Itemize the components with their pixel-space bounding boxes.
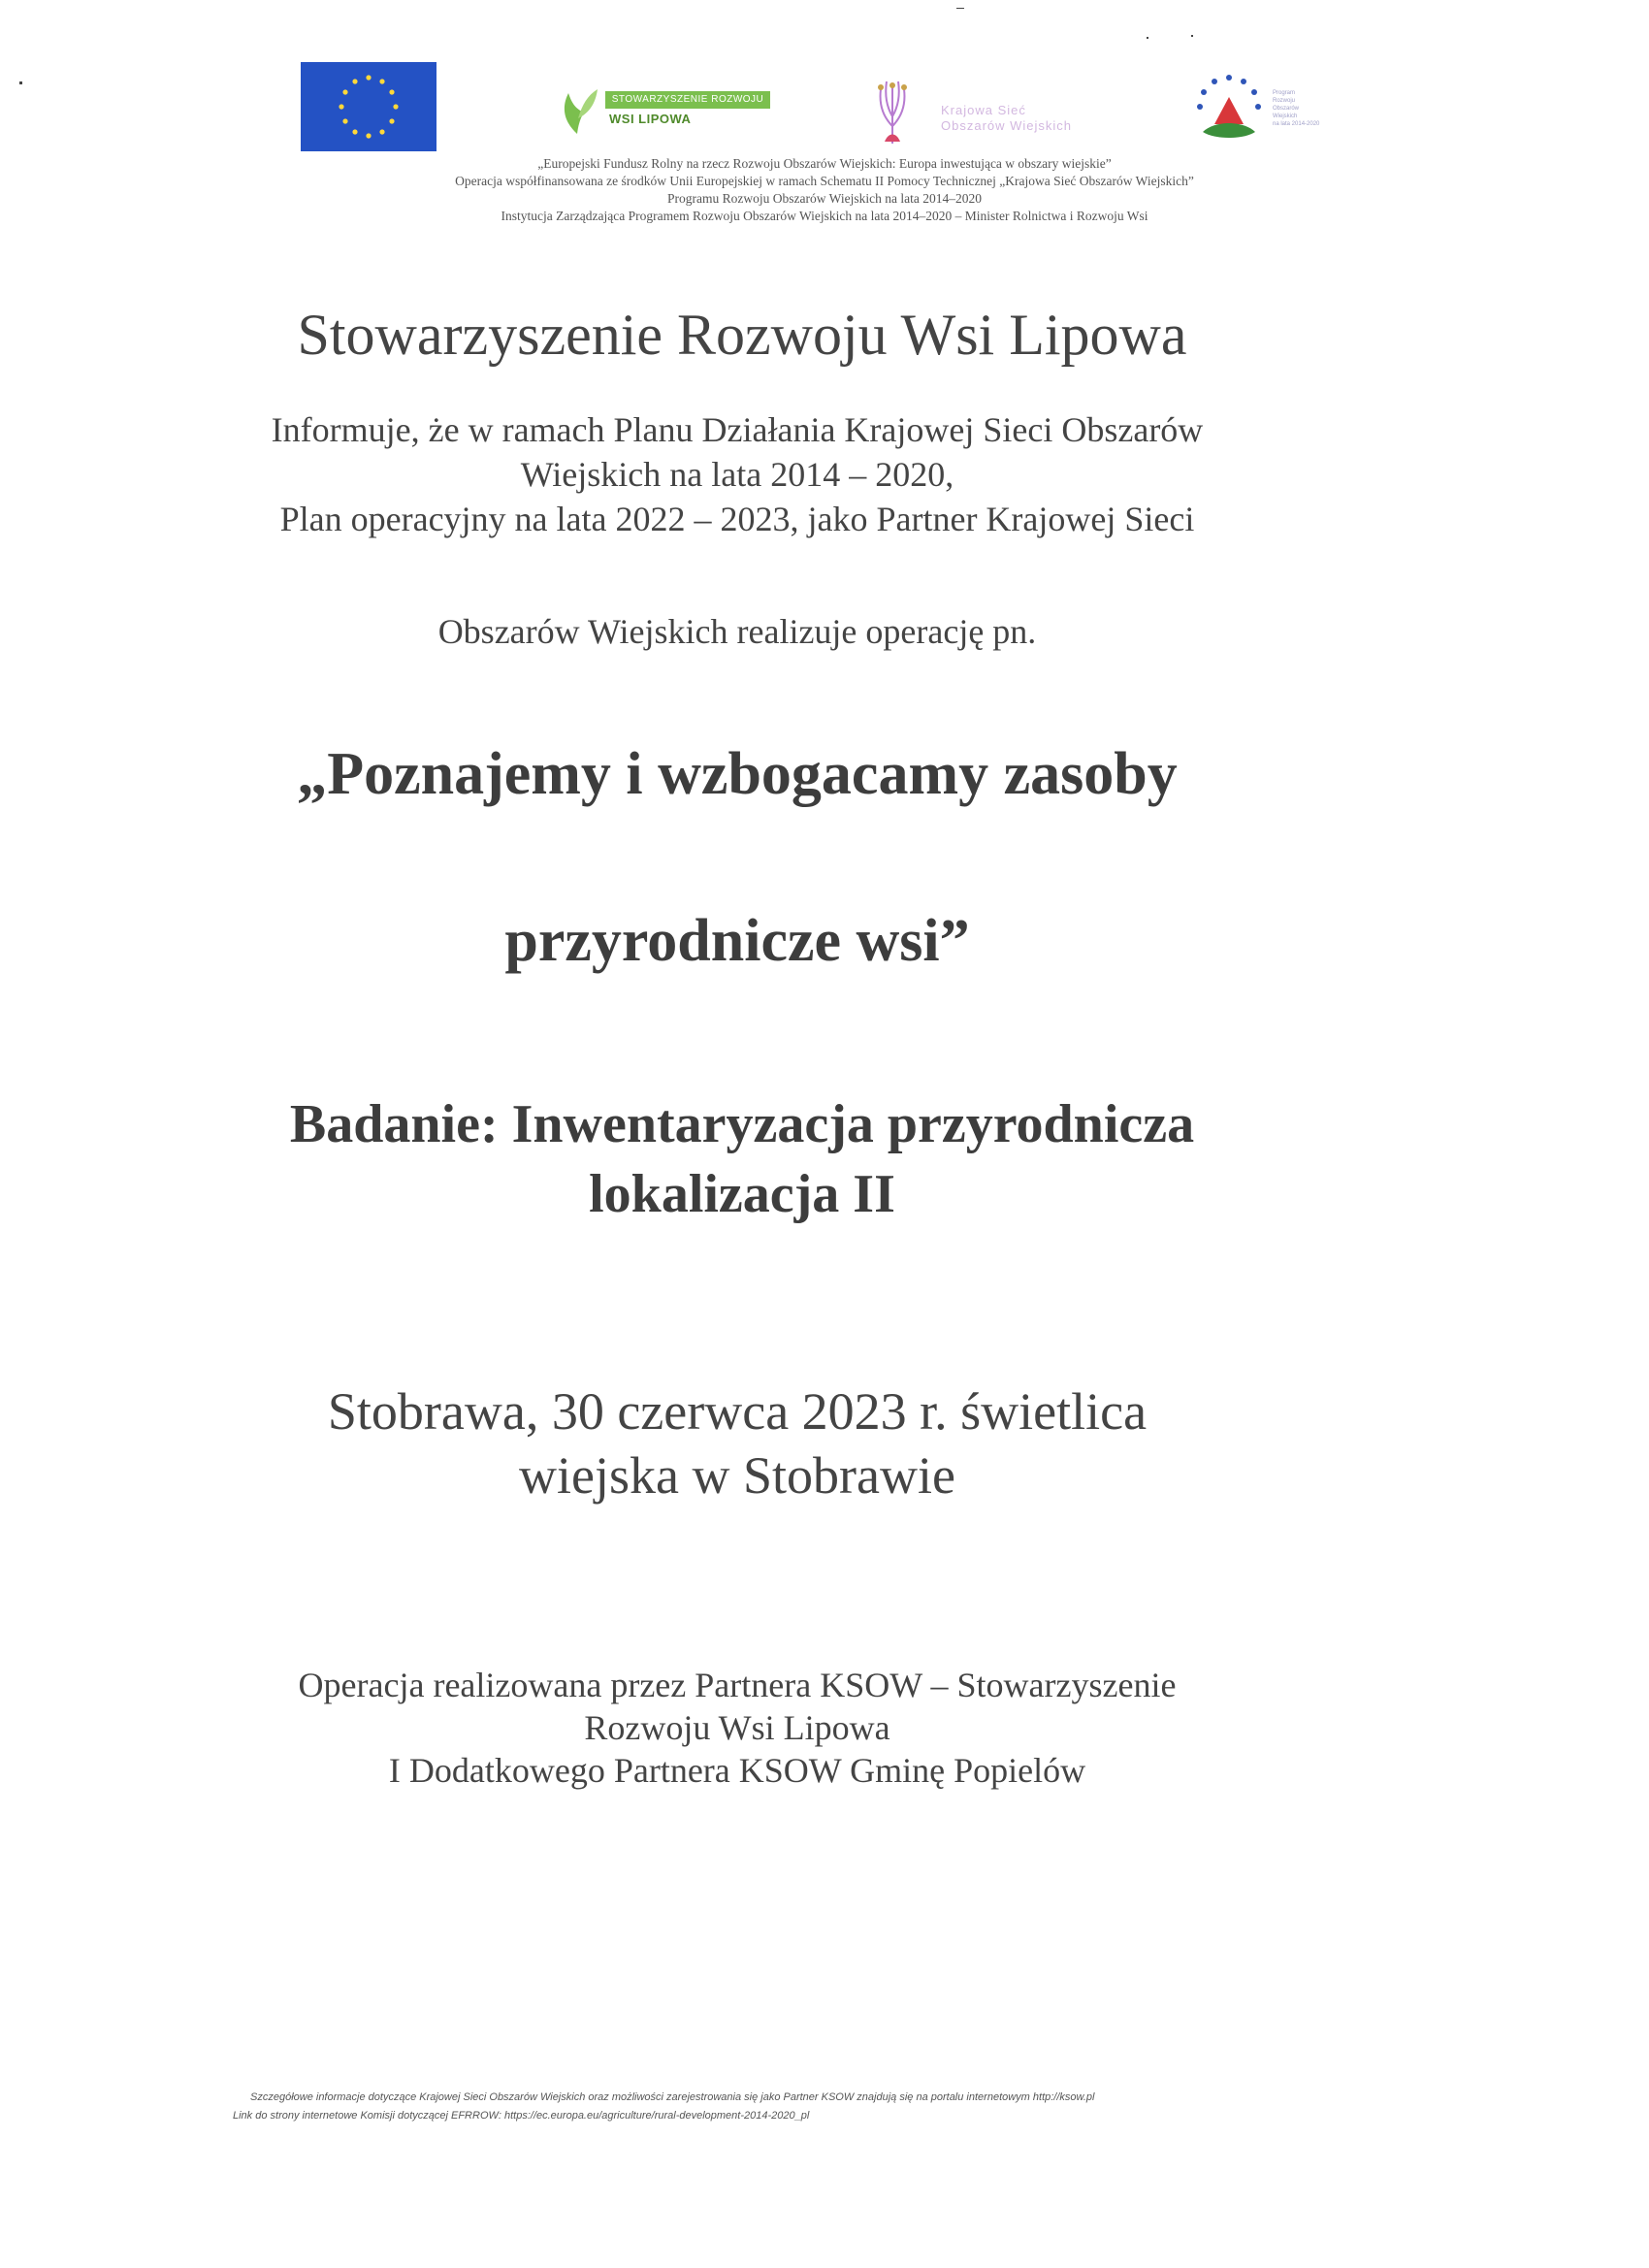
- ksow-logo-line: Obszarów Wiejskich: [941, 118, 1073, 133]
- operation-line: Operacja realizowana przez Partnera KSOW – Stowarzyszenie: [298, 1666, 1177, 1704]
- operation-partners: [0, 1664, 1474, 1792]
- operation-line: Rozwoju Wsi Lipowa: [584, 1708, 890, 1747]
- scan-speck: [1147, 37, 1148, 39]
- prow-logo-line: na lata 2014-2020: [1273, 121, 1320, 127]
- funding-note: [242, 155, 1406, 225]
- place-date: [0, 1379, 1474, 1507]
- logo-bar: [0, 58, 1649, 165]
- footer-line-ksow: Szczegółowe informacje dotyczące Krajowej Sieci Obszarów Wiejskich oraz możliwości zarejestrowania się jako Partner KSOW znajdują się na portalu internetowym http://ksow.pl: [250, 2091, 1095, 2103]
- scan-speck: [956, 8, 964, 9]
- place-line: Stobrawa, 30 czerwca 2023 r. świetlica: [327, 1382, 1148, 1441]
- operation-line: I Dodatkowego Partnera KSOW Gminę Popielów: [388, 1751, 1086, 1790]
- srw-lipowa-logo: [555, 80, 773, 138]
- intro-last-line: Obszarów Wiejskich realizuje operację pn.: [437, 612, 1037, 651]
- place-line: wiejska w Stobrawie: [519, 1446, 955, 1505]
- study-line: lokalizacja II: [589, 1164, 895, 1224]
- funding-line: Programu Rozwoju Obszarów Wiejskich na lata 2014–2020: [667, 191, 982, 206]
- prow-logo-text: [1273, 89, 1319, 128]
- organization-heading: Stowarzyszenie Rozwoju Wsi Lipowa: [297, 303, 1187, 367]
- intro-line: Wiejskich na lata 2014 – 2020,: [520, 455, 954, 494]
- footer-line-efrrow: Link do strony internetowe Komisji dotyczącej EFRROW: https://ec.europa.eu/agriculture/rural-development-2014-2020_pl: [233, 2110, 810, 2122]
- intro-line: Plan operacyjny na lata 2022 – 2023, jako Partner Krajowej Sieci: [279, 500, 1195, 538]
- intro-line: Informuje, że w ramach Planu Działania Krajowej Sieci Obszarów: [271, 410, 1204, 449]
- prow-logo-line: Obszarów: [1273, 106, 1300, 112]
- prow-logo-line: Wiejskich: [1273, 113, 1298, 119]
- prow-logo: [1185, 64, 1331, 151]
- ksow-logo-text: [941, 103, 1072, 134]
- operation-title-line-1: „Poznajemy i wzbogacamy zasoby: [297, 741, 1178, 807]
- srw-logo-subtitle: WSI LIPOWA: [609, 112, 692, 126]
- funding-line: Operacja współfinansowana ze środków Unii Europejskiej w ramach Schematu II Pomocy Technicznej „Krajowa Sieć Obszarów Wiejskich”: [455, 174, 1194, 188]
- eu-stars-icon: [301, 62, 436, 151]
- ksow-logo: [863, 68, 1116, 146]
- eu-flag-logo: [301, 62, 436, 151]
- study-heading: [0, 1089, 1484, 1229]
- operation-title-line-2: przyrodnicze wsi”: [504, 908, 970, 974]
- prow-logo-line: Program: [1273, 90, 1296, 96]
- funding-line: „Europejski Fundusz Rolny na rzecz Rozwoju Obszarów Wiejskich: Europa inwestująca w obszary wiejskie”: [537, 156, 1112, 171]
- funding-line: Instytucja Zarządzająca Programem Rozwoju Obszarów Wiejskich na lata 2014–2020 – Minister Rolnictwa i Rozwoju Wsi: [501, 209, 1148, 223]
- prow-emblem-icon: [1185, 64, 1273, 151]
- intro-paragraph: [0, 407, 1474, 541]
- srw-logo-banner: STOWARZYSZENIE ROZWOJU: [605, 91, 770, 109]
- study-line: Badanie: Inwentaryzacja przyrodnicza: [289, 1094, 1195, 1154]
- footer-note: [233, 2089, 1397, 2125]
- prow-logo-line: Rozwoju: [1273, 98, 1296, 104]
- wheat-icon: [863, 68, 922, 146]
- leaf-icon: [555, 80, 599, 136]
- scan-speck: [1191, 35, 1193, 37]
- scan-speck: [19, 81, 22, 84]
- ksow-logo-line: Krajowa Sieć: [941, 103, 1026, 117]
